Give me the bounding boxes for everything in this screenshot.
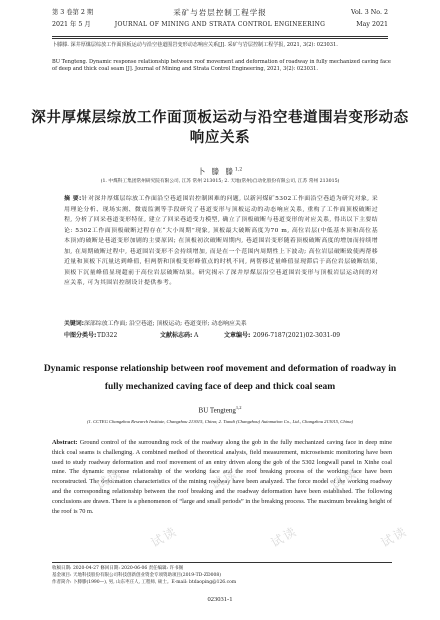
paper-title-zh: 深井厚煤层综放工作面顶板运动与沿空巷道围岩变形动态响应关系 [31,110,409,146]
doc-code-label: 文献标志码: [160,332,193,339]
footnote-author: 作者简介: 卜滕滕(1990—), 男, 山东枣庄人, 工程师, 硕士。E-mail: btdaoping@126.com [52,580,237,585]
abstract-en-text: Ground control of the surrounding rock of the roadway along the gob in the fully mechanized caving face in deep mine thick coal seams is challenging. A combined method of theoretical analysis, field measurement, microseismic monitoring have been used to study roadway deformation and roof movement of an entry driven along the gob of the 5302 longwall panel in Xinhe coal mine. The dynamic response relationship of the working face and the roof breaking process of the working face have been reconstructed. The deformation characteristics of the mining roadway have been analyzed. The force model of the working roadway and the corresponding relationship between the roof breaking and the roadway deformation have been established. The following conclusions are drawn. There is a phenomenon of “large and small periods” in the breaking process. The maximum breaking height of the roof is 70 m. [52,439,392,515]
issue-zh: 第 3 卷第 2 期 [52,9,94,16]
author-name-en: BU Tengteng [198,406,236,415]
clc-label: 中图分类号: [64,332,97,339]
footnote-fund: 基金项目: 天地科技股份有限公司科技创新创业资金专项资助项目(2019-TD-ZD008) [52,573,221,578]
abstract-zh-label: 摘 要: [64,196,82,202]
watermark: 试读 [268,523,300,550]
journal-name-en: JOURNAL OF MINING AND STRATA CONTROL ENGINEERING [114,21,326,28]
article-no-value: 2096-7187(2021)02-3031-09 [253,332,341,339]
watermark: 试读 [93,465,125,492]
paper-title-en: Dynamic response relationship between roof movement and deformation of roadway in fully mechanized caving face of deep and thick coal seam [43,364,397,392]
footnote-dates: 收稿日期: 2020-04-27 修回日期: 2020-06-06 责任编辑: 许书阁 [52,566,184,571]
abstract-en-label: Abstract: [52,439,78,446]
keywords-zh-text: 深部综放工作面; 沿空巷道; 顶板运动; 巷道变形; 动态响应关系 [84,321,247,327]
page-number: 023031-1 [207,596,233,603]
header-rule [52,38,388,39]
watermark: 试读 [148,523,180,550]
article-no-label: 文章编号: [224,332,251,339]
watermark: 试读 [328,465,360,492]
abstract-zh [64,194,378,289]
authors-en [0,405,440,414]
volume-en: Vol. 3 No. 2 [351,9,388,16]
affiliation-en: (1. CCTEG Changzhou Research Institute, Changzhou 213015, China; 2. Tiandi (Changzhou) Automation Co., Ltd., Changzhou 213015, China) [86,419,354,424]
clc-value: TD322 [97,332,118,339]
journal-header [52,6,388,37]
author-affil-sup-en: 1,2 [235,405,242,410]
footnotes [52,562,392,586]
watermark: 试读 [378,523,410,550]
author-name-zh: 卜 滕 滕 [197,167,236,176]
year-month-zh: 2021 年 5 月 [52,21,91,28]
watermark: 试读 [208,465,240,492]
keywords-zh [64,320,378,329]
keywords-zh-label: 关键词: [64,321,85,327]
citation-zh: 卜滕滕. 深井厚煤层综放工作面顶板运动与沿空巷道围岩变形动态响应关系[J]. 采矿与岩层控制工程学报, 2021, 3(2): 023031. [52,42,338,48]
journal-name-zh: 采矿与岩层控制工程学报 [173,8,267,17]
affiliation-zh: (1. 中煤科工集团常州研究院有限公司, 江苏 常州 213015; 2. 天地(常州)自动化股份有限公司, 江苏 常州 213015) [100,179,340,184]
authors-zh [0,166,440,177]
abstract-zh-text: 针对深井厚煤层综放工作面沿空巷道围岩控制困难的问题, 以新河煤矿5302工作面沿空巷道为研究对象, 采用理论分析、现场实测、微震监测等手段研究了巷道变形与顶板运动的动态响应关系, 重构了工作面顶板破断过程, 分析了回采巷道变形特征, 建立了回采巷道受力模型, 确立了顶板破断与巷道变形的对应关系, 得出以下主要结论: 5302工作面顶板破断过程存在“大小周期”现象, 顶板最大破断高度为70 m, 高位岩层(中低基本顶和高位基本顶)的破断是巷道变形加剧的主要原因; 在顶板初次破断周期内, 巷道围岩变形随着顶板破断高度的增加而持续增加, 在周期破断过程中, 巷道围岩变形不会持续增加, 而是在一个范围内周期性上下波动; 高位岩层破断致使两帮移近量和顶板下沉量达到峰值, 但两帮和顶板变形峰值点的时机不同, 两帮移近量峰值显现滞后于高位岩层破断结果, 顶板下沉量峰值显现超前于高位岩层破断结果。研究揭示了深井厚煤层沿空巷道围岩变形与顶板岩层运动间的对应关系, 可为其围岩控制设计提供参考。 [64,196,378,286]
month-en: May 2021 [356,21,388,28]
doc-code-value: A [194,332,199,339]
author-affil-sup: 1,2 [235,167,243,173]
citation-en: BU Tengteng. Dynamic response relationship between roof movement and deformation of roadway in fully mechanized caving face of deep and thick coal seam [J]. Journal of Mining and Strata Control Engineering, 2021, 3(2): 023031. [52,59,391,73]
